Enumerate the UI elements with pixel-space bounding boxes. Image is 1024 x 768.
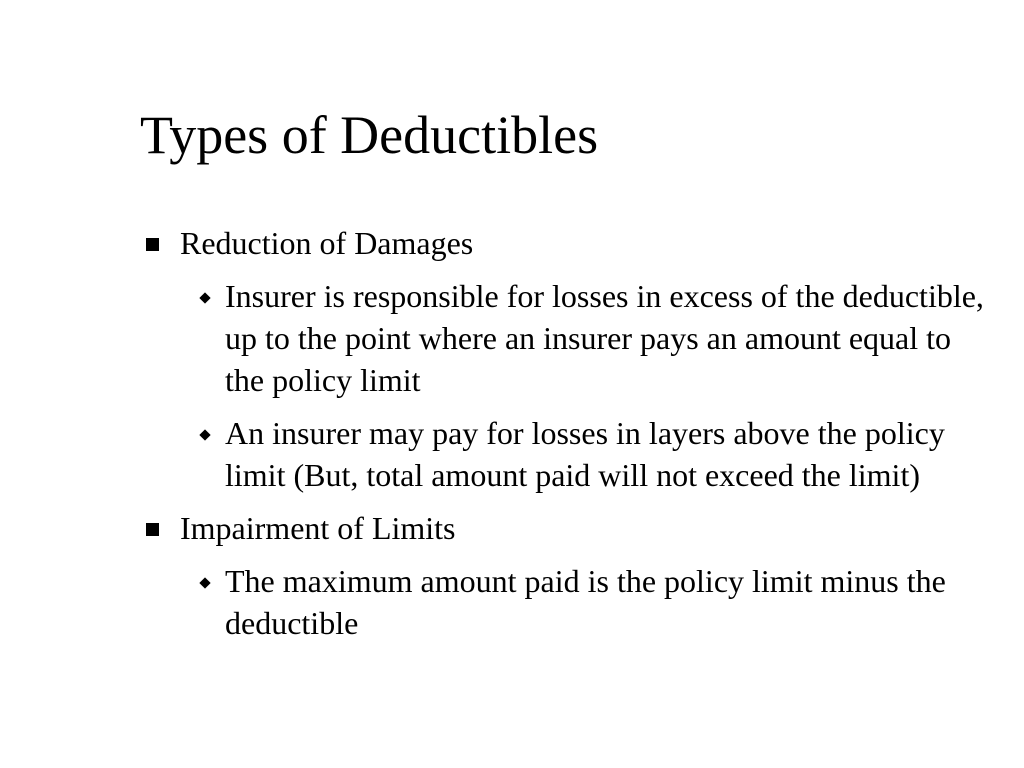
diamond-bullet-icon [199, 292, 210, 303]
diamond-bullet-icon [199, 577, 210, 588]
sub-bullet-insurer-responsible [186, 275, 985, 401]
bullet-label: Impairment of Limits [180, 510, 456, 546]
slide-title: Types of Deductibles [140, 105, 599, 165]
diamond-bullet-icon [199, 429, 210, 440]
sub-bullet-layers-above [186, 412, 985, 496]
bullet-label: Reduction of Damages [180, 225, 474, 261]
square-bullet-icon [146, 523, 159, 536]
sub-bullet-maximum-amount [186, 560, 985, 644]
bullet-impairment-of-limits [140, 507, 1000, 549]
sub-bullet-text: Insurer is responsible for losses in excess of the deductible, up to the point where an insurer pays an amount equal to the policy limit [225, 278, 984, 398]
sub-bullet-text: An insurer may pay for losses in layers above the policy limit (But, total amount paid will not exceed the limit) [225, 415, 945, 493]
bullet-list [140, 222, 1000, 655]
square-bullet-icon [146, 238, 159, 251]
bullet-reduction-of-damages [140, 222, 1000, 264]
sub-bullet-text: The maximum amount paid is the policy limit minus the deductible [225, 563, 946, 641]
